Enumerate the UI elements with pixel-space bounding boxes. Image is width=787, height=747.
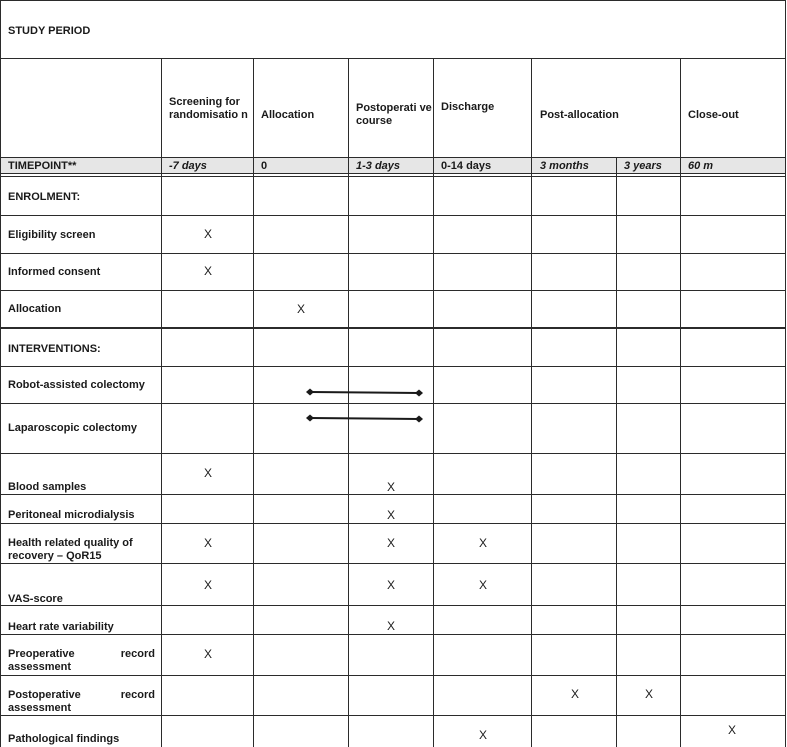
row-blood-samples: Blood samples bbox=[8, 481, 87, 493]
mark-preop-screening: X bbox=[203, 647, 212, 661]
mark-pathology-close-out: X bbox=[727, 723, 736, 737]
mark-vas-screening: X bbox=[203, 578, 212, 592]
row-vas-score: VAS-score bbox=[8, 593, 63, 605]
mark-postop-record-3-years: X bbox=[644, 687, 653, 701]
study-period-heading: STUDY PERIOD bbox=[8, 25, 91, 37]
mark-vas-postop: X bbox=[386, 578, 395, 592]
section-interventions: INTERVENTIONS: bbox=[8, 343, 101, 355]
mark-microdialysis-postop: X bbox=[386, 508, 395, 522]
mark-qor-postop: X bbox=[386, 536, 395, 550]
row-eligibility-screen: Eligibility screen bbox=[8, 229, 96, 241]
row-allocation: Allocation bbox=[8, 303, 62, 315]
row-preoperative-record-line2: assessment bbox=[8, 661, 71, 673]
timepoint-screening: -7 days bbox=[169, 160, 207, 172]
table-border-top bbox=[0, 0, 786, 1]
mark-consent-screening: X bbox=[203, 264, 212, 278]
preop-word: Preoperative record bbox=[8, 648, 155, 660]
column-header-post-allocation: Post-allocation bbox=[540, 109, 619, 121]
robot-colectomy-duration-bar bbox=[305, 385, 425, 399]
timepoint-3-years: 3 years bbox=[624, 160, 662, 172]
mark-qor-screening: X bbox=[203, 536, 212, 550]
timepoint-discharge: 0-14 days bbox=[441, 160, 492, 172]
column-header-close-out: Close-out bbox=[688, 109, 739, 121]
row-postoperative-record-line2: assessment bbox=[8, 702, 71, 714]
row-peritoneal-microdialysis: Peritoneal microdialysis bbox=[8, 509, 135, 521]
row-health-related-quality-line1: Health related quality of bbox=[8, 537, 133, 549]
timepoint-3-months: 3 months bbox=[540, 160, 589, 172]
mark-qor-discharge: X bbox=[478, 536, 487, 550]
mark-allocation-allocation: X bbox=[296, 302, 305, 316]
row-preoperative-record-line1 bbox=[8, 648, 155, 661]
postop-word: Postoperative record bbox=[8, 689, 155, 701]
timepoint-allocation: 0 bbox=[261, 160, 268, 172]
mark-pathology-discharge: X bbox=[478, 728, 487, 742]
timepoint-close-out: 60 m bbox=[688, 160, 714, 172]
row-heart-rate-variability: Heart rate variability bbox=[8, 621, 114, 633]
laparoscopic-colectomy-duration-bar bbox=[305, 411, 425, 425]
row-laparoscopic-colectomy: Laparoscopic colectomy bbox=[8, 422, 137, 434]
timepoint-label: TIMEPOINT** bbox=[8, 160, 77, 172]
column-header-screening: Screening for randomisatio n bbox=[169, 96, 248, 121]
row-health-related-quality-line2: recovery – QoR15 bbox=[8, 550, 102, 562]
row-robot-assisted-colectomy: Robot-assisted colectomy bbox=[8, 379, 145, 391]
row-informed-consent: Informed consent bbox=[8, 266, 101, 278]
row-pathological-findings: Pathological findings bbox=[8, 733, 120, 745]
column-header-allocation: Allocation bbox=[261, 109, 315, 121]
mark-vas-discharge: X bbox=[478, 578, 487, 592]
timepoint-postop: 1-3 days bbox=[356, 160, 401, 172]
column-header-discharge: Discharge bbox=[441, 101, 495, 113]
column-header-postoperative: Postoperati ve course bbox=[356, 102, 432, 127]
mark-hrv-postop: X bbox=[386, 619, 395, 633]
mark-eligibility-screening: X bbox=[203, 227, 212, 241]
mark-blood-postop: X bbox=[386, 480, 395, 494]
row-postoperative-record-line1 bbox=[8, 689, 155, 702]
preop-justified bbox=[8, 648, 155, 661]
mark-blood-screening: X bbox=[203, 466, 212, 480]
mark-postop-record-3-months: X bbox=[570, 687, 579, 701]
section-enrolment: ENROLMENT: bbox=[8, 191, 81, 203]
